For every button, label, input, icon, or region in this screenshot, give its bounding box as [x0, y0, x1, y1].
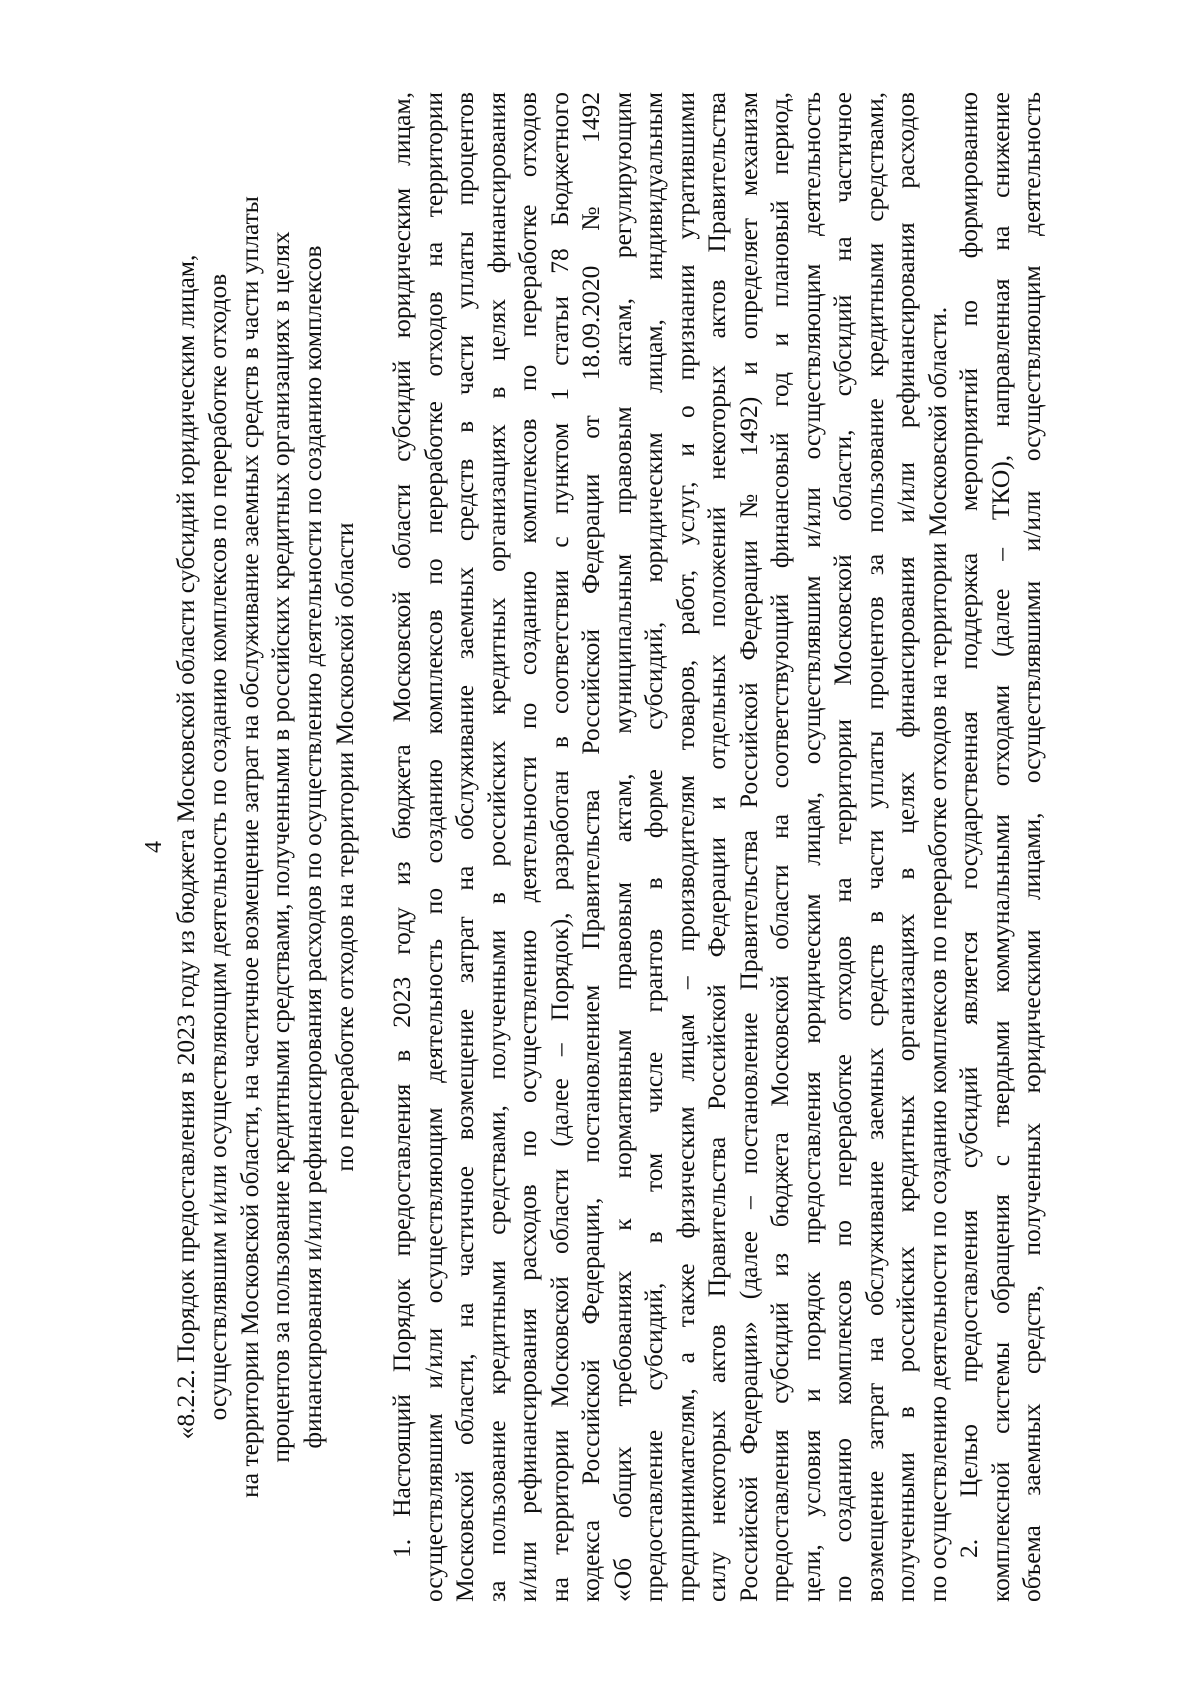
heading-line: финансирования и/или рефинансирования расходов по осуществлению деятельности по созданию комплексов	[298, 245, 328, 1449]
heading-line: на территории Московской области, на частичное возмещение затрат на обслуживание заемных средств в части уплаты	[234, 196, 264, 1498]
text-line: на территории Московской области (далее – Порядок), разработан в соответствии с пунктом 1 статьи 78 Бюджетного	[544, 92, 574, 1602]
paragraph-2	[953, 92, 1048, 1602]
text-line: по созданию комплексов по переработке отходов на территории Московской области, субсидий на частичное	[828, 92, 857, 1602]
text-line: возмещение затрат на обслуживание заемных средств в части уплаты процентов за пользование кредитными средствами,	[859, 92, 889, 1602]
text-line: 1. Настоящий Порядок предоставления в 2023 году из бюджета Московской области субсидий юридическим лицам,	[387, 92, 416, 1558]
heading-line: процентов за пользование кредитными средствами, полученными в российских кредитных организациях в целях	[266, 231, 296, 1463]
text-line: Московской области, на частичное возмещение затрат на обслуживание заемных средств в части уплаты процентов	[450, 92, 479, 1602]
text-line: Российской Федерации» (далее – постановление Правительства Российской Федерации № 1492) и определяет механизм	[733, 92, 763, 1602]
text-line: предоставления субсидий из бюджета Московской области на соответствующий финансовый год и плановый период,	[765, 92, 794, 1602]
heading-line: «8.2.2. Порядок предоставления в 2023 году из бюджета Московской области субсидий юридическим лицам,	[171, 254, 200, 1440]
text-line: за пользование кредитными средствами, полученными в российских кредитных организациях в целях финансирования	[481, 92, 511, 1602]
section-heading	[170, 92, 361, 1602]
body-text	[386, 92, 1048, 1602]
text-line: по осуществлению деятельности по созданию комплексов по переработке отходов на территории Московской области.	[922, 306, 952, 1602]
text-line: силу некоторых актов Правительства Российской Федерации и отдельных положений некоторых актов Правительства	[702, 92, 731, 1602]
text-line: и/или рефинансирования расходов по осуществлению деятельности по созданию комплексов по переработке отходов	[513, 92, 542, 1602]
heading-line: по переработке отходов на территории Московской области	[329, 522, 359, 1172]
text-line: предоставление субсидий, в том числе грантов в форме субсидий, юридическим лицам, индивидуальным	[639, 92, 668, 1602]
text-line: предпринимателям, а также физическим лицам – производителям товаров, работ, услуг, и о признании утратившими	[670, 92, 700, 1602]
text-line: полученными в российских кредитных организациях в целях финансирования и/или рефинансирования расходов	[891, 92, 920, 1602]
page-number: 4	[141, 841, 167, 853]
text-line: «Об общих требованиях к нормативным правовым актам, муниципальным правовым актам, регулирующим	[607, 92, 637, 1602]
rotated-page	[138, 92, 1078, 1602]
heading-line: осуществлявшим и/или осуществляющим деятельность по созданию комплексов по переработке отходов	[202, 273, 232, 1421]
text-line: объема заемных средств, полученных юридическими лицами, осуществлявшими и/или осуществляющим деятельность	[1017, 92, 1046, 1602]
text-line: 2. Целью предоставления субсидий является государственная поддержка мероприятий по формированию	[954, 92, 983, 1558]
text-line: цели, условия и порядок предоставления юридическим лицам, осуществлявшим и/или осуществляющим деятельность	[796, 92, 826, 1602]
text-line: осуществлявшим и/или осуществляющим деятельность по созданию комплексов по переработке отходов на территории	[418, 92, 448, 1602]
text-line: кодекса Российской Федерации, постановлением Правительства Российской Федерации от 18.09.2020 № 1492	[576, 92, 605, 1602]
paragraph-1	[386, 92, 953, 1602]
text-line: комплексной системы обращения с твердыми коммунальными отходами (далее – ТКО), направленная на снижение	[985, 92, 1015, 1602]
